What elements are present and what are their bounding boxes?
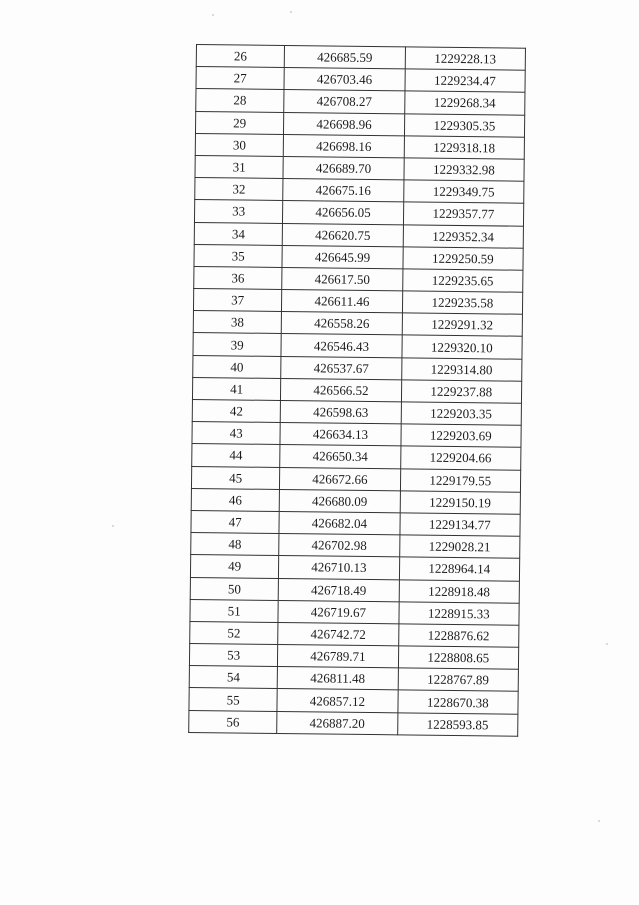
x-coordinate-cell: 426634.13 <box>280 423 401 447</box>
table-row <box>195 178 524 204</box>
x-coordinate-cell: 426546.43 <box>281 334 402 358</box>
point-number-cell: 40 <box>193 355 281 378</box>
table-row <box>192 444 521 470</box>
scan-speck <box>112 525 114 527</box>
y-coordinate-cell: 1229332.98 <box>404 158 525 182</box>
x-coordinate-cell: 426811.48 <box>277 667 398 691</box>
point-number-cell: 32 <box>195 178 283 201</box>
y-coordinate-cell: 1229203.69 <box>401 424 522 448</box>
y-coordinate-cell: 1229250.59 <box>403 247 524 271</box>
x-coordinate-cell: 426537.67 <box>281 356 402 380</box>
y-coordinate-cell: 1229357.77 <box>403 202 524 226</box>
scan-speck <box>212 14 214 16</box>
y-coordinate-cell: 1229291.32 <box>402 313 523 337</box>
point-number-cell: 49 <box>190 555 278 578</box>
y-coordinate-cell: 1228670.38 <box>398 690 519 714</box>
table-row <box>193 333 522 359</box>
y-coordinate-cell: 1228876.62 <box>398 624 519 648</box>
x-coordinate-cell: 426645.99 <box>282 245 403 269</box>
x-coordinate-cell: 426685.59 <box>284 46 405 70</box>
y-coordinate-cell: 1229203.35 <box>401 402 522 426</box>
table-row <box>195 155 524 181</box>
table-row <box>189 688 518 714</box>
table-row <box>196 67 525 93</box>
table-row <box>190 621 519 647</box>
point-number-cell: 47 <box>191 510 279 533</box>
x-coordinate-cell: 426675.16 <box>283 179 404 203</box>
x-coordinate-cell: 426718.49 <box>278 578 399 602</box>
point-number-cell: 33 <box>194 200 282 223</box>
table-row <box>196 45 525 71</box>
point-number-cell: 53 <box>189 644 277 667</box>
y-coordinate-cell: 1229320.10 <box>402 335 523 359</box>
x-coordinate-cell: 426656.05 <box>283 201 404 225</box>
y-coordinate-cell: 1229318.18 <box>404 136 525 160</box>
y-coordinate-cell: 1229150.19 <box>400 491 521 515</box>
x-coordinate-cell: 426611.46 <box>282 290 403 314</box>
table-row <box>192 399 521 425</box>
coordinates-table <box>188 44 526 737</box>
point-number-cell: 54 <box>189 666 277 689</box>
x-coordinate-cell: 426698.16 <box>283 134 404 158</box>
y-coordinate-cell: 1229028.21 <box>399 535 520 559</box>
y-coordinate-cell: 1229349.75 <box>403 180 524 204</box>
coordinates-table-wrapper <box>188 44 526 737</box>
point-number-cell: 31 <box>195 155 283 178</box>
y-coordinate-cell: 1228593.85 <box>397 712 518 736</box>
point-number-cell: 48 <box>191 533 279 556</box>
x-coordinate-cell: 426703.46 <box>284 68 405 92</box>
x-coordinate-cell: 426857.12 <box>277 689 398 713</box>
table-row <box>195 111 524 137</box>
point-number-cell: 26 <box>196 45 284 68</box>
table-row <box>191 466 520 492</box>
table-row <box>194 222 523 248</box>
y-coordinate-cell: 1228767.89 <box>398 668 519 692</box>
point-number-cell: 52 <box>190 621 278 644</box>
table-row <box>194 266 523 292</box>
y-coordinate-cell: 1229228.13 <box>405 47 526 71</box>
point-number-cell: 28 <box>196 89 284 112</box>
table-row <box>193 311 522 337</box>
point-number-cell: 46 <box>191 488 279 511</box>
table-row <box>191 533 520 559</box>
y-coordinate-cell: 1229235.58 <box>402 291 523 315</box>
point-number-cell: 36 <box>194 266 282 289</box>
x-coordinate-cell: 426672.66 <box>280 467 401 491</box>
x-coordinate-cell: 426708.27 <box>284 90 405 114</box>
y-coordinate-cell: 1229204.66 <box>400 446 521 470</box>
x-coordinate-cell: 426650.34 <box>280 445 401 469</box>
y-coordinate-cell: 1228918.48 <box>399 579 520 603</box>
table-row <box>193 355 522 381</box>
table-row <box>189 666 518 692</box>
y-coordinate-cell: 1229237.88 <box>401 380 522 404</box>
y-coordinate-cell: 1229314.80 <box>401 357 522 381</box>
x-coordinate-cell: 426617.50 <box>282 267 403 291</box>
point-number-cell: 27 <box>196 67 284 90</box>
x-coordinate-cell: 426702.98 <box>279 534 400 558</box>
table-row <box>190 599 519 625</box>
table-row <box>189 644 518 670</box>
point-number-cell: 41 <box>192 377 280 400</box>
point-number-cell: 34 <box>194 222 282 245</box>
y-coordinate-cell: 1229234.47 <box>405 69 526 93</box>
x-coordinate-cell: 426558.26 <box>281 312 402 336</box>
point-number-cell: 43 <box>192 422 280 445</box>
point-number-cell: 30 <box>195 133 283 156</box>
point-number-cell: 38 <box>193 311 281 334</box>
point-number-cell: 35 <box>194 244 282 267</box>
y-coordinate-cell: 1228915.33 <box>399 602 520 626</box>
point-number-cell: 37 <box>193 289 281 312</box>
x-coordinate-cell: 426789.71 <box>278 645 399 669</box>
table-row <box>189 710 518 736</box>
x-coordinate-cell: 426742.72 <box>278 622 399 646</box>
table-row <box>194 200 523 226</box>
x-coordinate-cell: 426719.67 <box>278 600 399 624</box>
scan-speck <box>606 643 608 645</box>
table-row <box>192 377 521 403</box>
x-coordinate-cell: 426598.63 <box>280 400 401 424</box>
coordinates-table-body <box>189 45 526 737</box>
point-number-cell: 50 <box>190 577 278 600</box>
point-number-cell: 55 <box>189 688 277 711</box>
point-number-cell: 56 <box>189 710 277 733</box>
x-coordinate-cell: 426689.70 <box>283 156 404 180</box>
y-coordinate-cell: 1229179.55 <box>400 468 521 492</box>
y-coordinate-cell: 1229305.35 <box>404 113 525 137</box>
point-number-cell: 45 <box>191 466 279 489</box>
table-row <box>191 510 520 536</box>
x-coordinate-cell: 426698.96 <box>284 112 405 136</box>
x-coordinate-cell: 426566.52 <box>281 378 402 402</box>
table-row <box>195 133 524 159</box>
point-number-cell: 29 <box>195 111 283 134</box>
y-coordinate-cell: 1228808.65 <box>398 646 519 670</box>
x-coordinate-cell: 426680.09 <box>279 489 400 513</box>
x-coordinate-cell: 426620.75 <box>282 223 403 247</box>
table-row <box>194 244 523 270</box>
table-row <box>196 89 525 115</box>
y-coordinate-cell: 1229134.77 <box>400 513 521 537</box>
y-coordinate-cell: 1229352.34 <box>403 224 524 248</box>
y-coordinate-cell: 1229235.65 <box>402 269 523 293</box>
point-number-cell: 39 <box>193 333 281 356</box>
x-coordinate-cell: 426887.20 <box>277 711 398 735</box>
table-row <box>193 289 522 315</box>
scan-speck <box>290 11 292 13</box>
scan-speck <box>598 820 600 822</box>
x-coordinate-cell: 426682.04 <box>279 511 400 535</box>
y-coordinate-cell: 1229268.34 <box>404 91 525 115</box>
point-number-cell: 42 <box>192 399 280 422</box>
x-coordinate-cell: 426710.13 <box>279 556 400 580</box>
table-row <box>192 422 521 448</box>
point-number-cell: 51 <box>190 599 278 622</box>
point-number-cell: 44 <box>192 444 280 467</box>
table-row <box>191 488 520 514</box>
table-row <box>190 555 519 581</box>
table-row <box>190 577 519 603</box>
y-coordinate-cell: 1228964.14 <box>399 557 520 581</box>
